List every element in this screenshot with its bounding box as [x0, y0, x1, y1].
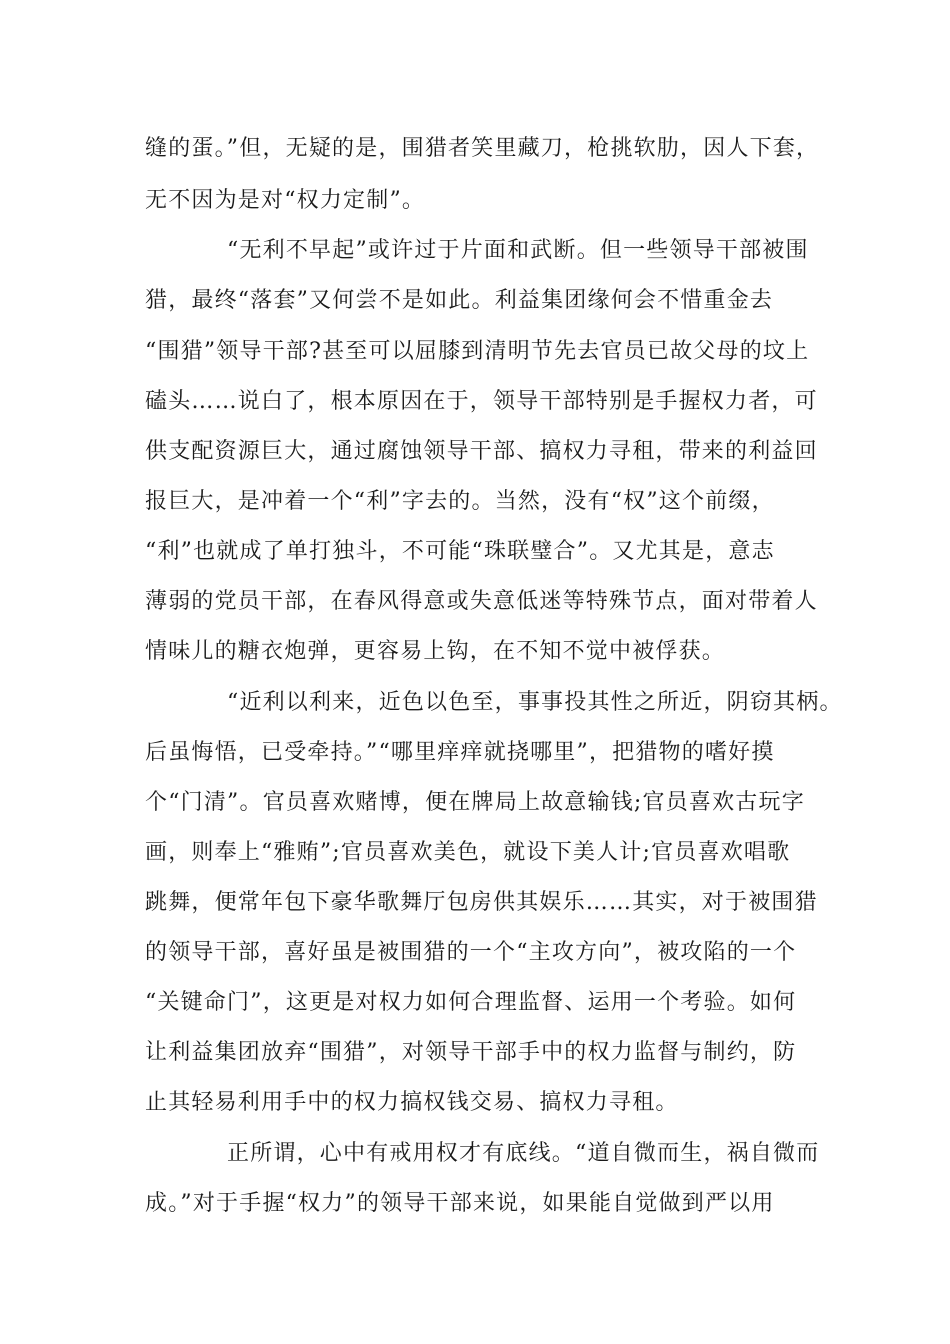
- text-line: 缝的蛋。”但，无疑的是，围猎者笑里藏刀，枪挑软肋，因人下套，: [145, 136, 820, 161]
- text-line: “关键命门”，这更是对权力如何合理监督、运用一个考验。如何: [145, 990, 797, 1015]
- text-line: 猎，最终“落套”又何尝不是如此。利益集团缘何会不惜重金去: [145, 288, 774, 313]
- text-line: 正所谓，心中有戒用权才有底线。“道自微而生，祸自微而: [227, 1141, 820, 1166]
- text-line: 个“门清”。官员喜欢赌博，便在牌局上故意输钱;官员喜欢古玩字: [145, 790, 805, 815]
- text-line: 报巨大，是冲着一个“利”字去的。当然，没有“权”这个前缀，: [145, 489, 775, 514]
- text-line: 无不因为是对“权力定制”。: [145, 188, 426, 213]
- text-line: 后虽悔悟，已受牵持。”“哪里痒痒就挠哪里”，把猎物的嗜好摸: [145, 740, 775, 765]
- text-line: 让利益集团放弃“围猎”，对领导干部手中的权力监督与制约，防: [145, 1040, 797, 1065]
- text-line: 供支配资源巨大，通过腐蚀领导干部、搞权力寻租，带来的利益回: [145, 439, 818, 464]
- text-line: 止其轻易利用手中的权力搞权钱交易、搞权力寻租。: [145, 1090, 679, 1115]
- text-line: 情味儿的糖衣炮弹，更容易上钩，在不知不觉中被俘获。: [145, 639, 726, 664]
- text-line: “围猎”领导干部?甚至可以屈膝到清明节先去官员已故父母的坟上: [145, 339, 810, 364]
- text-line: “利”也就成了单打独斗，不可能“珠联璧合”。又尤其是，意志: [145, 539, 775, 564]
- text-line: “近利以利来，近色以色至，事事投其性之所近，阴窃其柄。: [227, 690, 843, 715]
- text-line: 的领导干部，喜好虽是被围猎的一个“主攻方向”，被攻陷的一个: [145, 940, 797, 965]
- text-line: 磕头……说白了，根本原因在于，领导干部特别是手握权力者，可: [145, 389, 818, 414]
- text-line: 成。”对于手握“权力”的领导干部来说，如果能自觉做到严以用: [145, 1191, 775, 1216]
- text-line: 画，则奉上“雅贿”;官员喜欢美色，就设下美人计;官员喜欢唱歌: [145, 840, 791, 865]
- text-line: 跳舞，便常年包下豪华歌舞厅包房供其娱乐……其实，对于被围猎: [145, 890, 818, 915]
- text-line: 薄弱的党员干部，在春风得意或失意低迷等特殊节点，面对带着人: [145, 589, 818, 614]
- text-line: “无利不早起”或许过于片面和武断。但一些领导干部被围: [227, 238, 809, 263]
